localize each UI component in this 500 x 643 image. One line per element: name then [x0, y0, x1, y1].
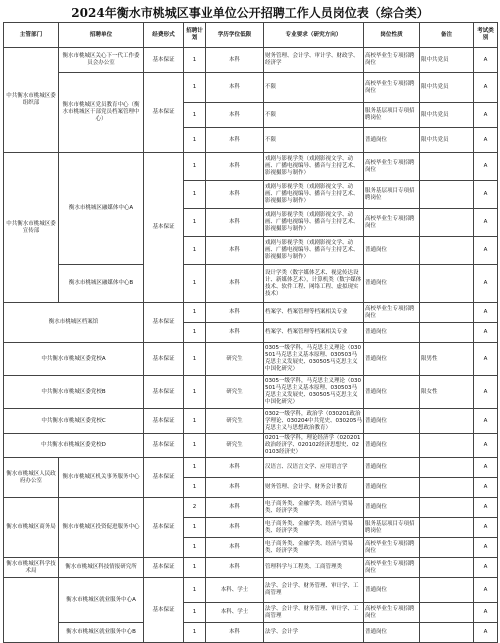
table-cell: 基本保证	[144, 73, 184, 153]
table-cell: 1	[184, 603, 206, 623]
header-funding: 经费形式	[144, 23, 184, 48]
table-cell	[420, 603, 474, 623]
table-cell	[420, 558, 474, 578]
table-cell: 限男性	[420, 343, 474, 376]
table-row	[4, 73, 498, 103]
table-cell: 普通岗位	[364, 478, 420, 498]
table-cell: 1	[184, 376, 206, 409]
table-cell: 1	[184, 265, 206, 303]
header-major: 专业要求（研究方向）	[264, 23, 364, 48]
table-cell: 基本保证	[144, 153, 184, 303]
table-cell: 设计学类（数字媒体艺术、视觉传达设计、新媒体艺术），计算机类（数字媒体技术、软件工程、网络工程、虚拟现实技术）	[264, 265, 364, 303]
table-cell	[420, 458, 474, 478]
table-cell: 本科	[206, 323, 264, 343]
table-cell: 不限	[264, 103, 364, 128]
table-cell: 衡水市桃城区投资促进服务中心	[59, 498, 144, 558]
table-cell: 本科	[206, 518, 264, 538]
header-unit: 招聘单位	[59, 23, 144, 48]
table-cell: 1	[184, 538, 206, 558]
table-cell: 戏剧与影视学类（戏剧影视文学、动画、广播电视编导、播音与主持艺术、影视摄影与制作）	[264, 237, 364, 265]
table-cell: 中共衡水市桃城区委党校B	[4, 376, 144, 409]
table-cell: 衡水市桃城区科学技术局	[4, 558, 59, 578]
table-cell: 研究生	[206, 434, 264, 458]
table-cell: A	[474, 603, 498, 623]
table-cell: 衡水市桃城区档案馆	[4, 303, 144, 343]
table-cell: 限中共党员	[420, 103, 474, 128]
table-row	[4, 558, 498, 578]
table-cell: 普通岗位	[364, 323, 420, 343]
table-cell: 普通岗位	[364, 578, 420, 603]
table-row	[4, 303, 498, 323]
table-cell: 0302一级学科，政治学（030201政治学理论、030204中共党史、030205马克思主义与思想政治教育）	[264, 409, 364, 434]
table-cell: 高校毕业生专项招聘岗位	[364, 153, 420, 181]
table-cell: 中共衡水市桃城区委党校C	[4, 409, 144, 434]
table-row	[4, 498, 498, 518]
table-cell	[420, 323, 474, 343]
table-cell: 0305一级学科，马克思主义理论（030501马克思主义基本原理、030503马克思主义发展史、030505马克思主义中国化研究）	[264, 376, 364, 409]
table-cell: 法学、会计学、财务管理、审计学、工商管理	[264, 603, 364, 623]
table-cell: 普通岗位	[364, 237, 420, 265]
table-cell: 高校毕业生专项招聘岗位	[364, 558, 420, 578]
table-cell: 1	[184, 558, 206, 578]
table-cell: A	[474, 518, 498, 538]
table-cell: 本科	[206, 48, 264, 73]
table-cell	[420, 409, 474, 434]
table-cell: 2	[184, 498, 206, 518]
table-cell: A	[474, 409, 498, 434]
table-cell: 本科	[206, 538, 264, 558]
positions-table	[3, 22, 498, 643]
table-cell: 研究生	[206, 409, 264, 434]
table-cell: 法学、会计学、财务管理、审计学、工商管理	[264, 578, 364, 603]
table-cell: 基本保证	[144, 48, 184, 73]
table-cell	[420, 538, 474, 558]
table-cell: 1	[184, 48, 206, 73]
table-cell: 普通岗位	[364, 343, 420, 376]
table-cell: 财务管理、会计学、审计学、财政学、经济学	[264, 48, 364, 73]
table-cell: A	[474, 73, 498, 103]
table-cell: 1	[184, 128, 206, 153]
table-cell: 基本保证	[144, 303, 184, 343]
table-cell: 普通岗位	[364, 265, 420, 303]
header-position-type: 岗位性质	[364, 23, 420, 48]
table-cell: A	[474, 103, 498, 128]
table-row	[4, 458, 498, 478]
table-cell: 基本保证	[144, 458, 184, 498]
table-cell: 服务基层项目专项招聘岗位	[364, 181, 420, 209]
table-cell: 1	[184, 209, 206, 237]
table-cell	[420, 237, 474, 265]
table-cell	[420, 498, 474, 518]
table-cell: 1	[184, 181, 206, 209]
table-row	[4, 343, 498, 376]
table-cell: 中共衡水市桃城区委宣传部	[4, 153, 59, 303]
table-cell: 普通岗位	[364, 458, 420, 478]
table-cell: 衡水市桃城区机关事务服务中心	[59, 458, 144, 498]
table-cell: 本科	[206, 103, 264, 128]
table-cell: 1	[184, 323, 206, 343]
table-cell: 档案学、档案管理等档案相关专业	[264, 323, 364, 343]
table-cell: 中共衡水市桃城区委党校D	[4, 434, 144, 458]
table-cell: 基本保证	[144, 409, 184, 434]
table-cell: A	[474, 48, 498, 73]
table-cell: A	[474, 578, 498, 603]
table-cell: 财务管理、会计学、财务会计教育	[264, 478, 364, 498]
table-cell: A	[474, 237, 498, 265]
table-cell: A	[474, 498, 498, 518]
table-cell: 衡水市桃城区人民政府办公室	[4, 458, 59, 498]
table-cell: 1	[184, 409, 206, 434]
table-cell: 本科	[206, 73, 264, 103]
table-cell: 1	[184, 434, 206, 458]
table-cell	[420, 209, 474, 237]
table-cell: 本科	[206, 153, 264, 181]
table-cell: 电子商务类、金融学类、经济与贸易类、经济学类	[264, 518, 364, 538]
table-cell: 中共衡水市桃城区委组织部	[4, 48, 59, 153]
table-row	[4, 434, 498, 458]
table-cell: 本科	[206, 478, 264, 498]
table-row	[4, 578, 498, 603]
table-cell: 本科	[206, 458, 264, 478]
table-cell: A	[474, 343, 498, 376]
table-cell	[420, 434, 474, 458]
table-cell: 电子商务类、金融学类、经济与贸易类、经济学类	[264, 498, 364, 518]
table-cell: A	[474, 323, 498, 343]
header-exam-type: 考试类别	[474, 23, 498, 48]
table-cell	[420, 181, 474, 209]
table-cell: 汉语言、汉语言文学、应用语言学	[264, 458, 364, 478]
table-cell: 本科、学士	[206, 578, 264, 603]
table-cell: 1	[184, 303, 206, 323]
table-cell: 基本保证	[144, 498, 184, 558]
table-cell: 研究生	[206, 343, 264, 376]
table-cell: A	[474, 376, 498, 409]
table-header-row	[4, 23, 498, 48]
table-cell: 限中共党员	[420, 128, 474, 153]
table-cell	[420, 518, 474, 538]
table-cell: 档案学、档案管理等档案相关专业	[264, 303, 364, 323]
table-cell: 基本保证	[144, 434, 184, 458]
table-cell: 衡水市桃城区党员教育中心（衡水市桃城区干部党员档案管理中心）	[59, 73, 144, 153]
table-cell: A	[474, 434, 498, 458]
table-cell: A	[474, 623, 498, 643]
table-cell: 高校毕业生专项招聘岗位	[364, 538, 420, 558]
table-cell: 高校毕业生专项招聘岗位	[364, 603, 420, 623]
table-cell: 1	[184, 623, 206, 643]
table-cell: 普通岗位	[364, 498, 420, 518]
table-cell: 戏剧与影视学类（戏剧影视文学、动画、广播电视编导、播音与主持艺术、影视摄影与制作）	[264, 153, 364, 181]
table-row	[4, 623, 498, 643]
table-cell: 1	[184, 458, 206, 478]
document-title: 2024年衡水市桃城区事业单位公开招聘工作人员岗位表（综合类）	[71, 6, 429, 20]
table-cell: A	[474, 128, 498, 153]
table-cell: A	[474, 265, 498, 303]
table-cell: A	[474, 153, 498, 181]
table-cell: 本科	[206, 237, 264, 265]
table-row	[4, 376, 498, 409]
table-cell: 研究生	[206, 376, 264, 409]
table-cell: 1	[184, 343, 206, 376]
table-cell: 本科	[206, 265, 264, 303]
table-cell: 本科	[206, 209, 264, 237]
table-cell: 普通岗位	[364, 409, 420, 434]
table-cell: 1	[184, 73, 206, 103]
table-row	[4, 409, 498, 434]
table-cell: 本科	[206, 623, 264, 643]
table-cell	[420, 578, 474, 603]
table-cell: A	[474, 181, 498, 209]
header-remarks: 备注	[420, 23, 474, 48]
table-cell: 0201一级学科，理论经济学（020201政治经济学、020102经济思想史、020103经济史）	[264, 434, 364, 458]
table-cell: 高校毕业生专项招聘岗位	[364, 73, 420, 103]
table-cell: 本科、学士	[206, 603, 264, 623]
table-cell: 限中共党员	[420, 48, 474, 73]
table-cell: 衡水市桃城区就业服务中心B	[59, 623, 144, 643]
table-cell: 本科	[206, 128, 264, 153]
table-cell: A	[474, 538, 498, 558]
table-cell: 衡水市桃城区就业服务中心A	[59, 578, 144, 623]
table-cell	[420, 478, 474, 498]
table-cell: 普通岗位	[364, 623, 420, 643]
table-cell	[420, 303, 474, 323]
table-cell: 基本保证	[144, 578, 184, 643]
table-cell: A	[474, 558, 498, 578]
table-cell: 普通岗位	[364, 128, 420, 153]
table-cell: A	[474, 478, 498, 498]
table-cell: 衡水市桃城区商务局	[4, 498, 59, 558]
table-row	[4, 153, 498, 181]
table-cell: 管理科学与工程类、工商管理类	[264, 558, 364, 578]
table-cell: 衡水市桃城区融媒体中心A	[59, 153, 144, 265]
table-cell: 基本保证	[144, 558, 184, 578]
table-cell	[420, 623, 474, 643]
table-cell: 限中共党员	[420, 73, 474, 103]
table-cell: 电子商务类、金融学类、经济与贸易类、经济学类	[264, 538, 364, 558]
table-cell: 基本保证	[144, 343, 184, 376]
table-cell	[420, 153, 474, 181]
table-cell: 本科	[206, 558, 264, 578]
table-cell: 高校毕业生专项招聘岗位	[364, 209, 420, 237]
header-plan: 招聘计划	[184, 23, 206, 48]
table-cell: 高校毕业生专项招聘岗位	[364, 48, 420, 73]
table-cell: 1	[184, 518, 206, 538]
table-cell: 戏剧与影视学类（戏剧影视文学、动画、广播电视编导、播音与主持艺术、影视摄影与制作）	[264, 181, 364, 209]
table-cell: A	[474, 303, 498, 323]
header-department: 主管部门	[4, 23, 59, 48]
table-cell: 衡水市桃城区融媒体中心B	[59, 265, 144, 303]
table-cell: 1	[184, 153, 206, 181]
table-cell: 普通岗位	[364, 376, 420, 409]
table-cell: 1	[184, 237, 206, 265]
table-cell: 1	[184, 578, 206, 603]
table-body	[4, 48, 498, 643]
table-cell: 高校毕业生专项招聘岗位	[364, 303, 420, 323]
header-education: 学历学位低限	[206, 23, 264, 48]
table-cell	[4, 578, 59, 643]
table-cell: 限女性	[420, 376, 474, 409]
table-cell: 中共衡水市桃城区委党校A	[4, 343, 144, 376]
table-cell: 基本保证	[144, 376, 184, 409]
table-cell: A	[474, 209, 498, 237]
table-cell: 衡水市桃城区科技情报研究所	[59, 558, 144, 578]
table-cell	[420, 265, 474, 303]
table-cell: 不限	[264, 73, 364, 103]
table-cell: 服务基层项目专项招聘岗位	[364, 518, 420, 538]
table-cell: 1	[184, 103, 206, 128]
table-cell: 1	[184, 478, 206, 498]
table-cell: 服务基层项目专项招聘岗位	[364, 103, 420, 128]
table-cell: 普通岗位	[364, 434, 420, 458]
table-cell: 本科	[206, 498, 264, 518]
table-cell: 0305一级学科，马克思主义理论（030501马克思主义基本原理、030503马克思主义发展史、030505马克思主义中国化研究）	[264, 343, 364, 376]
table-cell: 衡水市桃城区关心下一代工作委员会办公室	[59, 48, 144, 73]
table-row	[4, 48, 498, 73]
table-row	[4, 265, 498, 303]
table-cell: 本科	[206, 181, 264, 209]
table-cell: 不限	[264, 128, 364, 153]
table-cell: 戏剧与影视学类（戏剧影视文学、动画、广播电视编导、播音与主持艺术、影视摄影与制作）	[264, 209, 364, 237]
table-cell: A	[474, 458, 498, 478]
table-cell: 法学、会计学	[264, 623, 364, 643]
table-cell: 本科	[206, 303, 264, 323]
